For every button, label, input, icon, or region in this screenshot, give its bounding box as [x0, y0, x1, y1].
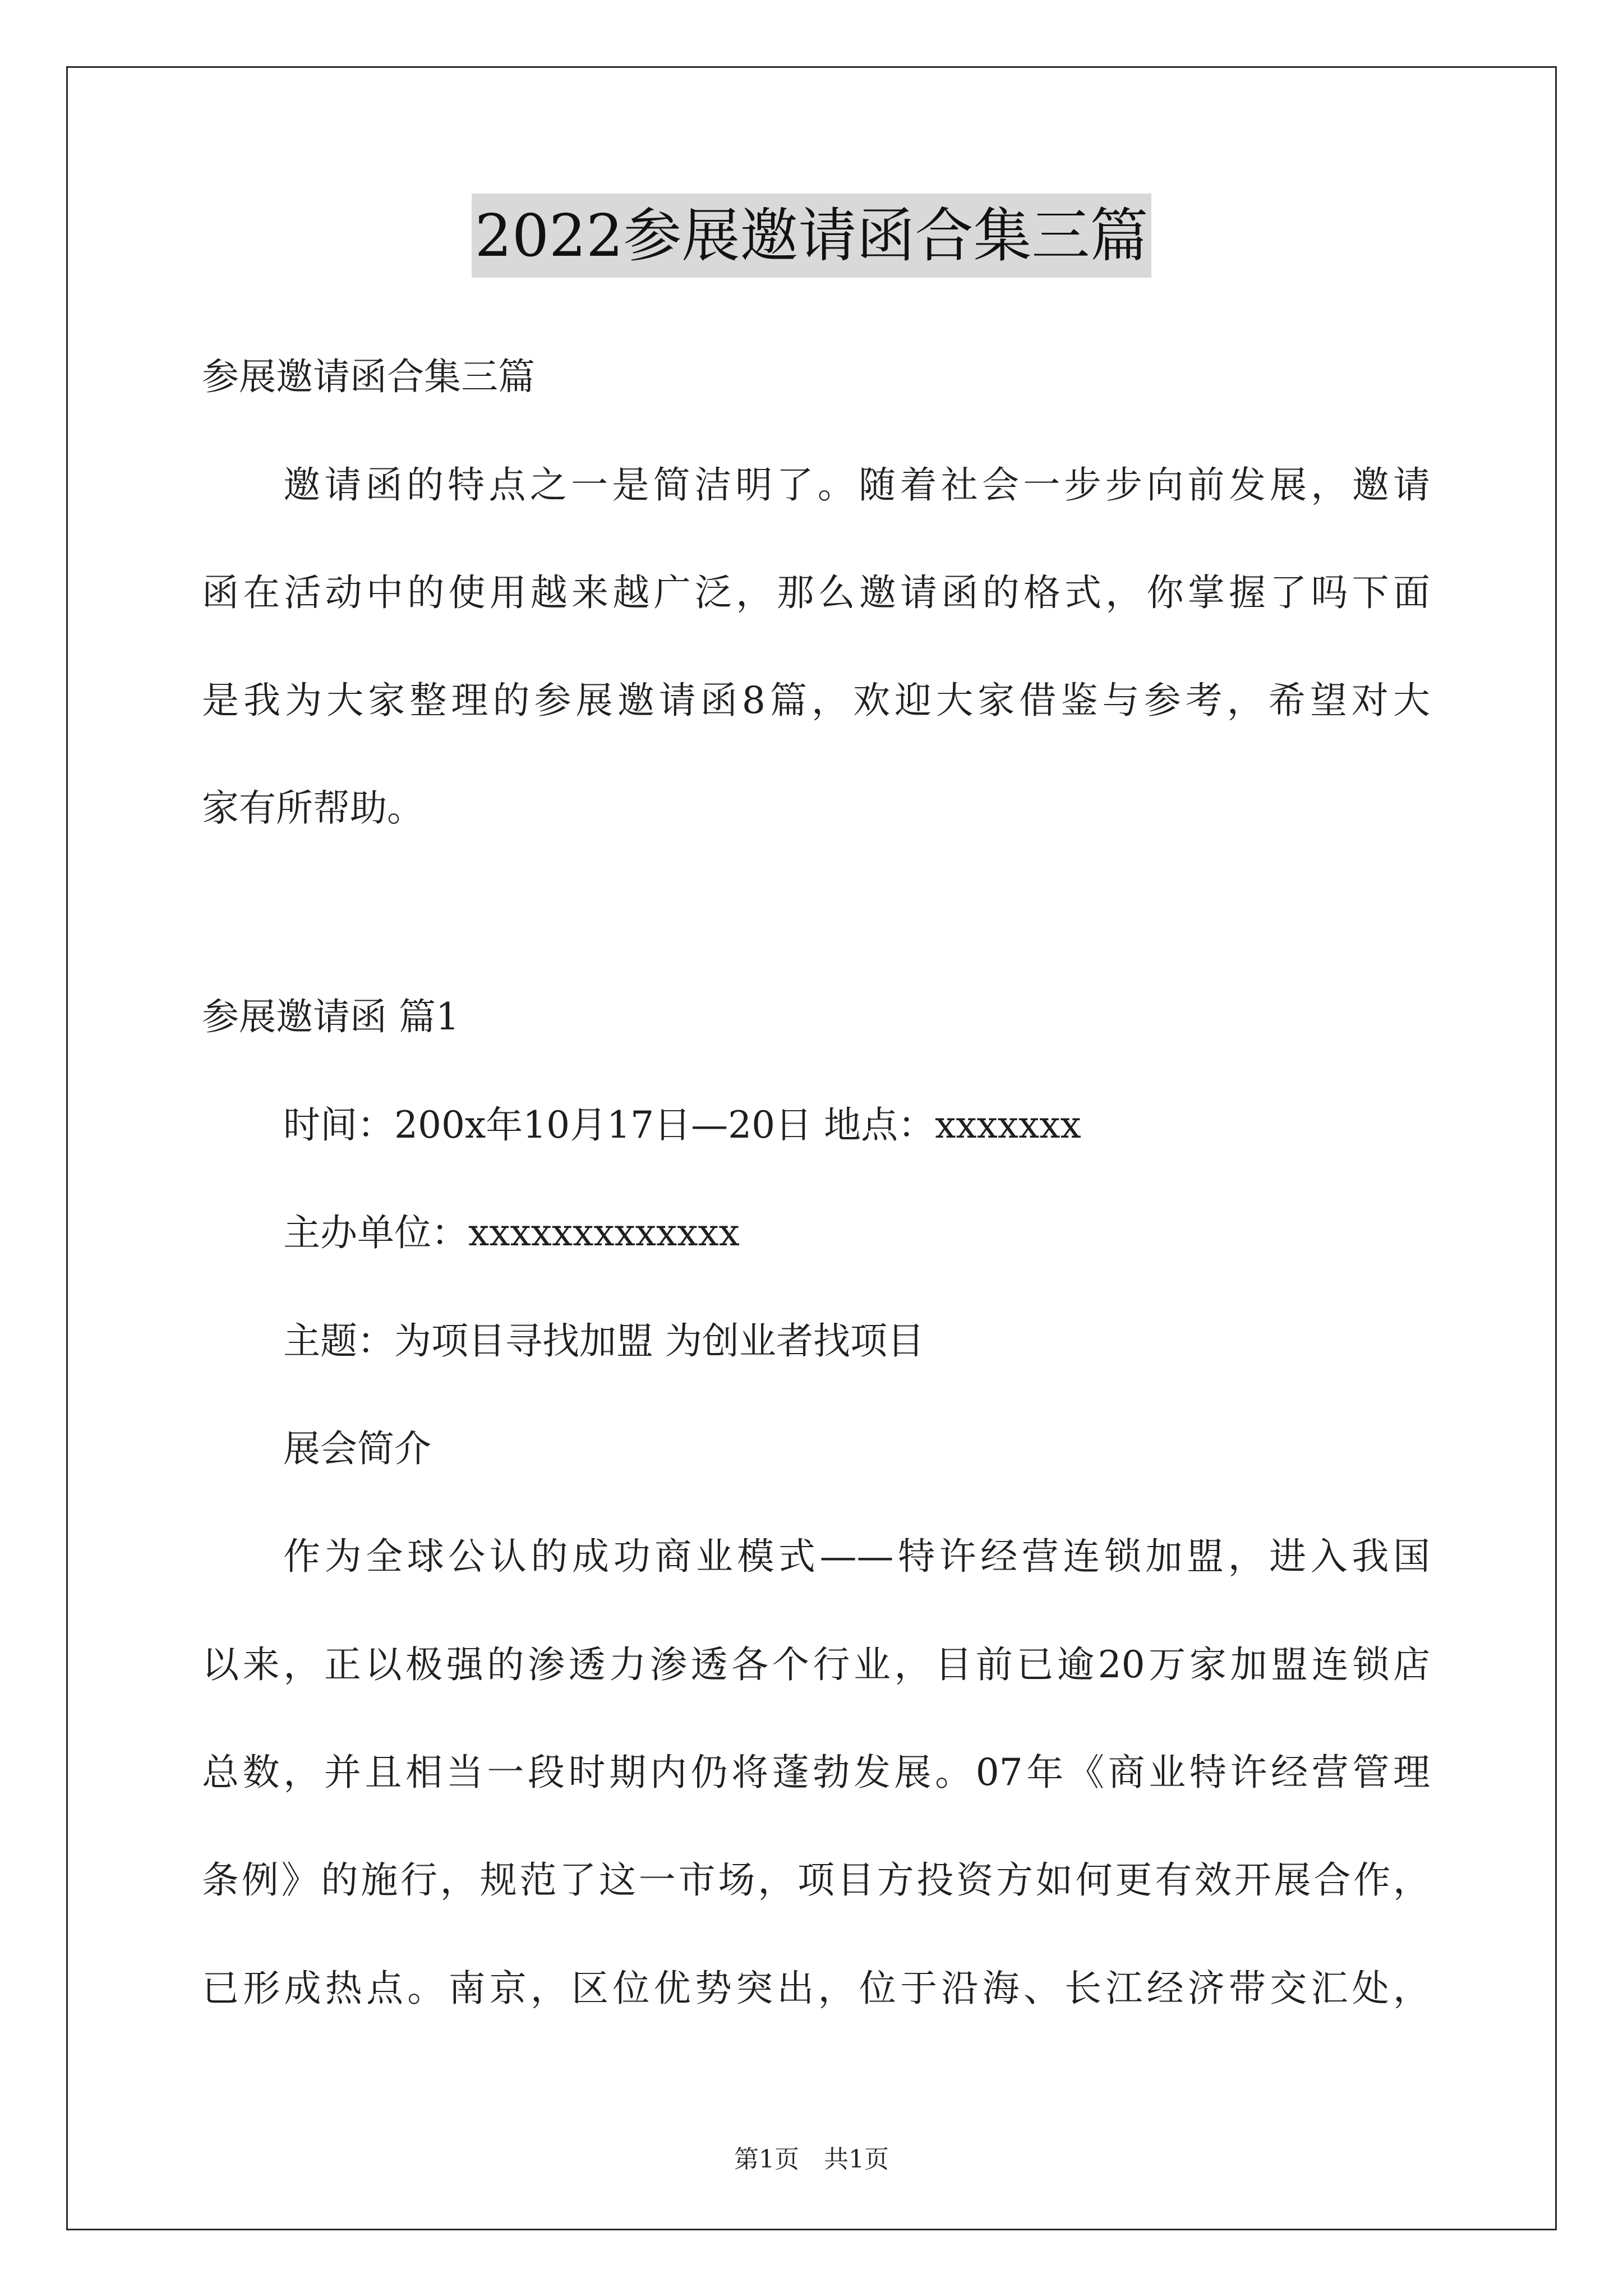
- page-number-footer: 第1页 共1页: [734, 2145, 889, 2174]
- exhibition-intro-heading: 展会简介: [283, 1427, 431, 1470]
- intro-paragraph-line: 家有所帮助。: [202, 786, 424, 830]
- organizer-line: 主办单位：xxxxxxxxxxxxx: [283, 1211, 740, 1254]
- body-paragraph-line: 总数，并且相当一段时期内仍将蓬勃发展。07年《商业特许经营管理: [202, 1751, 1430, 1794]
- section-heading: 参展邀请函 篇1: [202, 995, 459, 1038]
- subtitle: 参展邀请函合集三篇: [202, 355, 535, 398]
- body-paragraph-line: 已形成热点。南京，区位优势突出，位于沿海、长江经济带交汇处，: [202, 1967, 1430, 2010]
- intro-paragraph-line: 函在活动中的使用越来越广泛，那么邀请函的格式，你掌握了吗下面: [202, 571, 1430, 614]
- time-location-line: 时间：200x年10月17日—20日 地点：xxxxxxx: [283, 1103, 1081, 1147]
- intro-paragraph-line: 邀请函的特点之一是简洁明了。随着社会一步步向前发展，邀请: [283, 463, 1430, 507]
- body-paragraph-line: 条例》的施行，规范了这一市场，项目方投资方如何更有效开展合作，: [202, 1858, 1430, 1902]
- body-paragraph-line: 作为全球公认的成功商业模式——特许经营连锁加盟，进入我国: [283, 1535, 1430, 1578]
- body-paragraph-line: 以来，正以极强的渗透力渗透各个行业，目前已逾20万家加盟连锁店: [202, 1643, 1430, 1686]
- theme-line: 主题：为项目寻找加盟 为创业者找项目: [283, 1319, 924, 1363]
- title-container: [0, 194, 1623, 278]
- intro-paragraph-line: 是我为大家整理的参展邀请函8篇，欢迎大家借鉴与参考，希望对大: [202, 679, 1430, 722]
- document-title: 2022参展邀请函合集三篇: [472, 194, 1152, 278]
